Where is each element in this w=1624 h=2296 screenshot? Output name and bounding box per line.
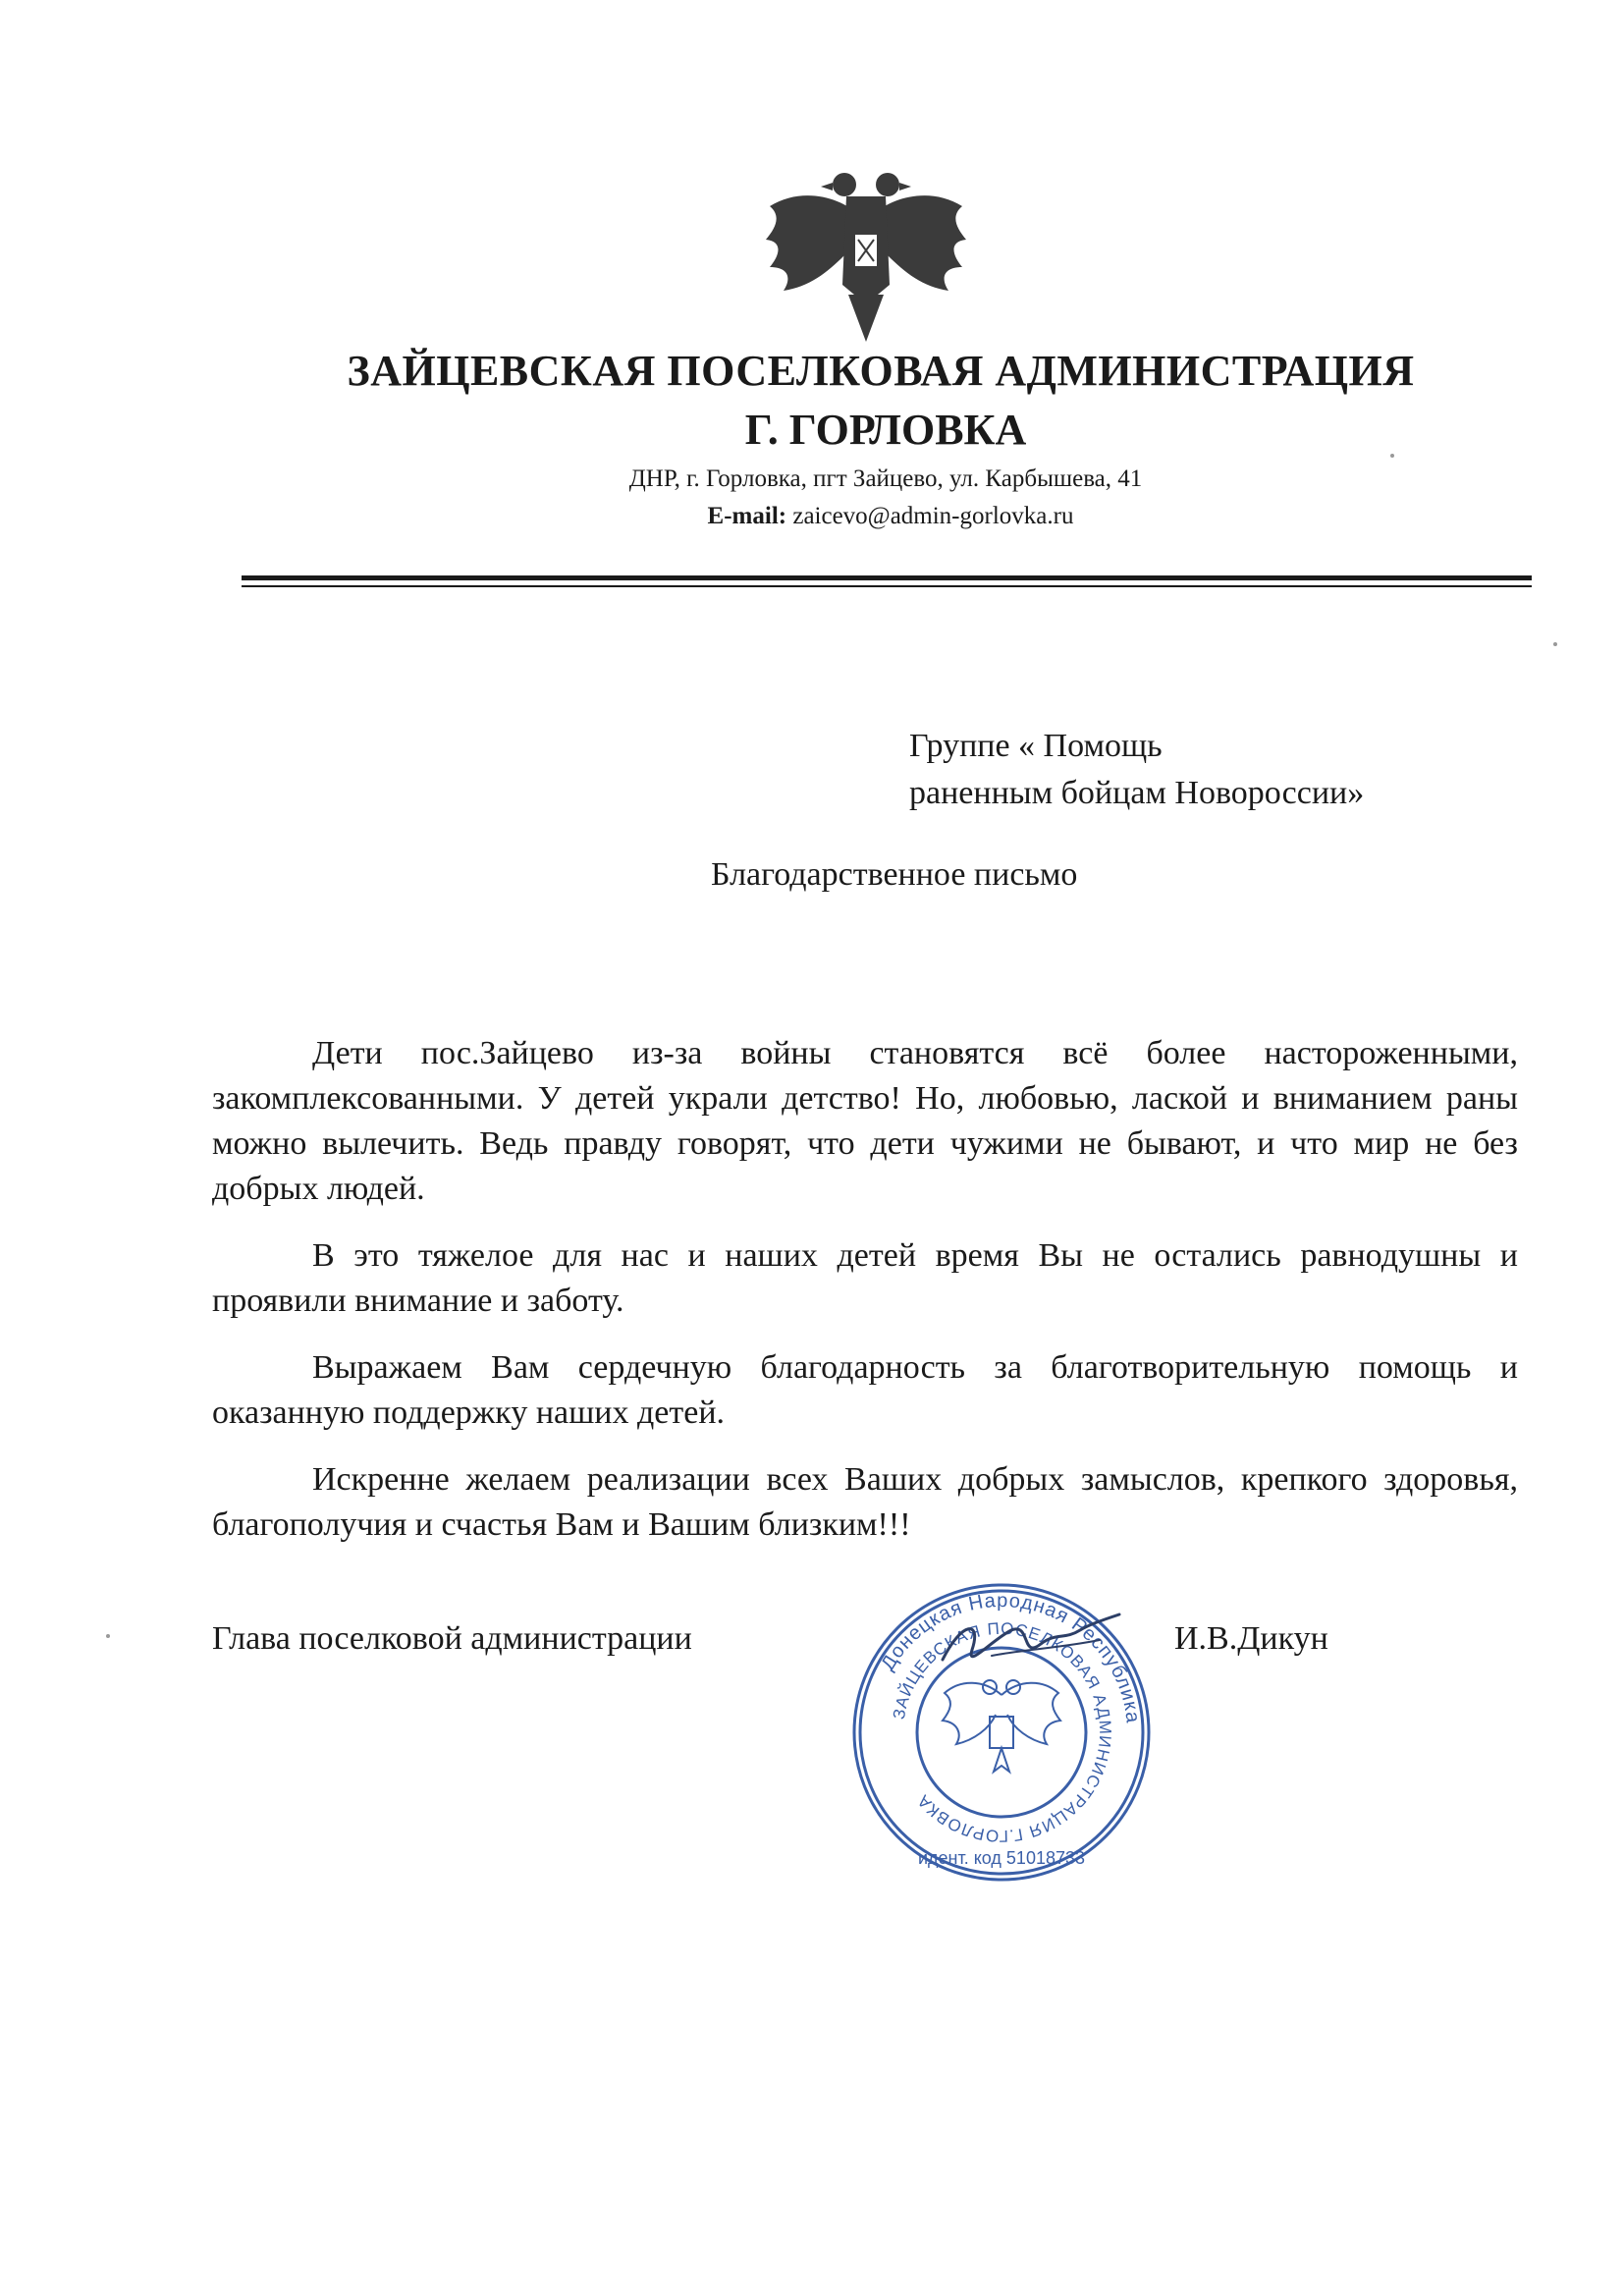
paragraph-3: Выражаем Вам сердечную благодарность за благотворительную помощь и оказанную поддержку наших детей. bbox=[212, 1349, 1518, 1431]
addressee-line-2: раненным бойцам Новороссии» bbox=[909, 775, 1365, 811]
organization-email bbox=[0, 503, 1624, 530]
scan-speck bbox=[1390, 454, 1394, 458]
organization-address: ДНР, г. Горловка, пгт Зайцево, ул. Карбышева, 41 bbox=[628, 465, 1143, 492]
paragraph-1: Дети пос.Зайцево из-за войны становятся всё более настороженными, закомплексованными. У детей украли детство! Но, любовью, лаской и вниманием раны можно вылечить. Ведь правду говорят, что дети чужими не бывают, и что мир не без добрых людей. bbox=[212, 1035, 1518, 1207]
letter-body bbox=[212, 1031, 1518, 1569]
addressee-line-1: Группе « Помощь bbox=[909, 728, 1163, 764]
organization-name: ЗАЙЦЕВСКАЯ ПОСЕЛКОВАЯ АДМИНИСТРАЦИЯ bbox=[347, 347, 1415, 395]
organization-city: Г. ГОРЛОВКА bbox=[744, 406, 1027, 454]
signatory-name: И.В.Дикун bbox=[1174, 1620, 1328, 1657]
stamp-code-text: идент. код 51018733 bbox=[917, 1848, 1086, 1868]
stamp-outer-text: Донецкая Народная Республика bbox=[877, 1589, 1144, 1725]
email-value: zaicevo@admin-gorlovka.ru bbox=[792, 503, 1074, 529]
scan-speck bbox=[1553, 642, 1557, 646]
addressee-block bbox=[909, 723, 1364, 817]
paragraph-2: В это тяжелое для нас и наших детей время Вы не остались равнодушны и проявили внимание и заботу. bbox=[212, 1237, 1518, 1319]
paragraph-4: Искренне желаем реализации всех Ваших добрых замыслов, крепкого здоровья, благополучия и счастья Вам и Вашим близким!!! bbox=[212, 1461, 1518, 1543]
document-title: Благодарственное письмо bbox=[711, 856, 1078, 893]
signatory-role: Глава поселковой администрации bbox=[212, 1620, 692, 1657]
header-divider-thin bbox=[242, 585, 1532, 587]
handwritten-signature bbox=[933, 1601, 1129, 1689]
stamp-inner-text: ЗАЙЦЕВСКАЯ ПОСЕЛКОВАЯ АДМИНИСТРАЦИЯ Г.ГОРЛОВКА bbox=[889, 1618, 1115, 1846]
scan-speck bbox=[106, 1634, 110, 1638]
header-divider-thick bbox=[242, 575, 1532, 580]
email-label: E-mail: bbox=[707, 503, 787, 529]
double-headed-eagle-icon bbox=[762, 157, 970, 344]
